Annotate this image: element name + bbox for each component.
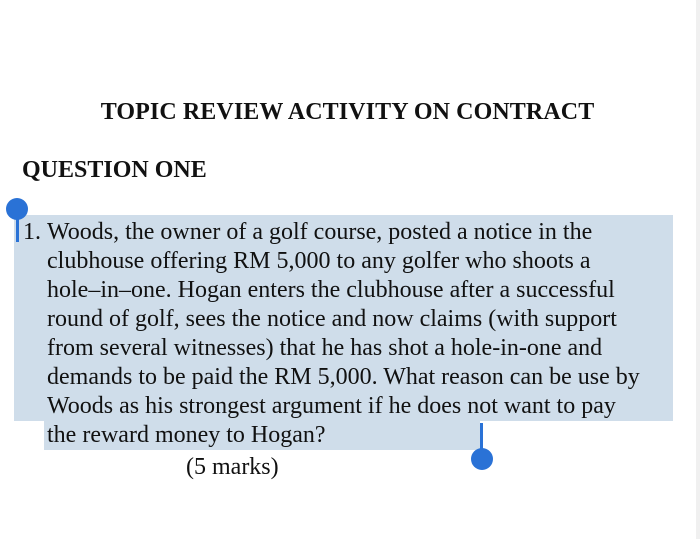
- document-title: TOPIC REVIEW ACTIVITY ON CONTRACT: [100, 99, 595, 125]
- question-line-4: round of golf, sees the notice and now claims (with support: [47, 306, 617, 332]
- question-line-6: demands to be paid the RM 5,000. What reason can be use by: [47, 364, 640, 390]
- question-line-3: hole–in–one. Hogan enters the clubhouse after a successful: [47, 277, 615, 303]
- question-number: 1.: [23, 219, 41, 245]
- question-line-5: from several witnesses) that he has shot a hole-in-one and: [47, 335, 603, 361]
- question-line-1: Woods, the owner of a golf course, posted a notice in the: [47, 219, 593, 245]
- question-line-2: clubhouse offering RM 5,000 to any golfer who shoots a: [47, 248, 591, 274]
- scrollbar[interactable]: [696, 0, 700, 539]
- question-line-8: the reward money to Hogan?: [47, 422, 326, 448]
- question-line-7: Woods as his strongest argument if he does not want to pay: [47, 393, 616, 419]
- question-marks: (5 marks): [186, 454, 279, 480]
- section-heading: QUESTION ONE: [22, 157, 207, 183]
